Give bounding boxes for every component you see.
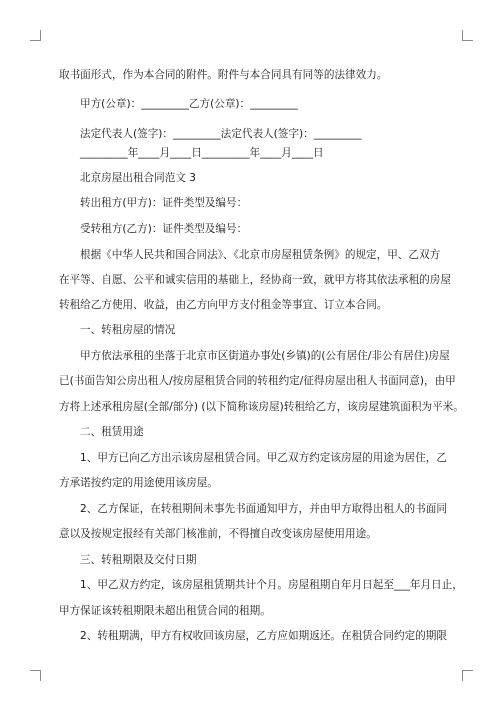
section-title: 北京房屋出租合同范文 3 <box>80 172 197 184</box>
date-line: _________年____月____日_________年____月____日 <box>80 147 324 159</box>
clause-3-1-line-2: 甲方保证该转租期限未超出租赁合同的租期。 <box>59 605 271 617</box>
clause-2-2-line-2: 意以及按规定报经有关部门核准前，不得擅自改变该房屋使用用途。 <box>59 528 377 540</box>
clause-2-2-line-1: 2、乙方保证，在转租期间未事先书面通知甲方，并由甲方取得出租人的书面同 <box>80 503 447 515</box>
preamble-line-2: 在平等、自愿、公平和诚实信用的基础上，经协商一致，就甲方将其依法承租的房屋 <box>59 274 451 286</box>
party-a-line: 转出租方(甲方)：证件类型及编号： <box>80 197 248 209</box>
paragraph-continuation: 取书面形式，作为本合同的附件。附件与本合同具有同等的法律效力。 <box>59 69 388 81</box>
preamble-line-1: 根据《中华人民共和国合同法》、《北京市房屋租赁条例》的规定，甲、乙双方 <box>80 249 441 261</box>
preamble-line-3: 转租给乙方使用、收益，由乙方向甲方支付租金等事宜、订立本合同。 <box>59 299 388 311</box>
crop-mark-top-right <box>462 30 473 41</box>
clause-3-1-line-1: 1、甲乙双方约定，该房屋租赁期共计个月。房屋租期自年月日起至___年月日止， <box>80 579 463 591</box>
clause-3-2-line-1: 2、转租期满，甲方有权收回该房屋，乙方应如期返还。在租赁合同约定的期限 <box>80 630 447 642</box>
clause-1-line-2: 已(书面告知公房出租人/按房屋租赁合同的转租约定/征得房屋出租人书面同意)，由甲 <box>59 375 456 387</box>
seal-line: 甲方(公章)：_________乙方(公章)：_________ <box>80 98 298 110</box>
crop-mark-bottom-left <box>30 670 41 681</box>
signature-line: 法定代表人(签字)：_________法定代表人(签字)：_________ <box>80 128 362 140</box>
crop-mark-top-left <box>30 30 41 41</box>
heading-2: 二、租赁用途 <box>80 426 144 438</box>
party-b-line: 受转租方(乙方)：证件类型及编号： <box>80 223 248 235</box>
crop-mark-bottom-right <box>462 670 473 681</box>
heading-3: 三、转租期限及交付日期 <box>80 554 197 566</box>
clause-2-1-line-2: 方承诺按约定的用途使用该房屋。 <box>59 477 218 489</box>
clause-2-1-line-1: 1、甲方已向乙方出示该房屋租赁合同。甲乙双方约定该房屋的用途为居住，乙 <box>80 452 447 464</box>
clause-1-line-1: 甲方依法承租的坐落于北京市区街道办事处(乡镇)的(公有居住/非公有居住)房屋 <box>80 350 450 362</box>
heading-1: 一、转租房屋的情况 <box>80 324 176 336</box>
clause-1-line-3: 方将上述承租房屋(全部/部分) (以下简称该房屋)转租给乙方，该房屋建筑面积为平米。 <box>59 401 464 413</box>
